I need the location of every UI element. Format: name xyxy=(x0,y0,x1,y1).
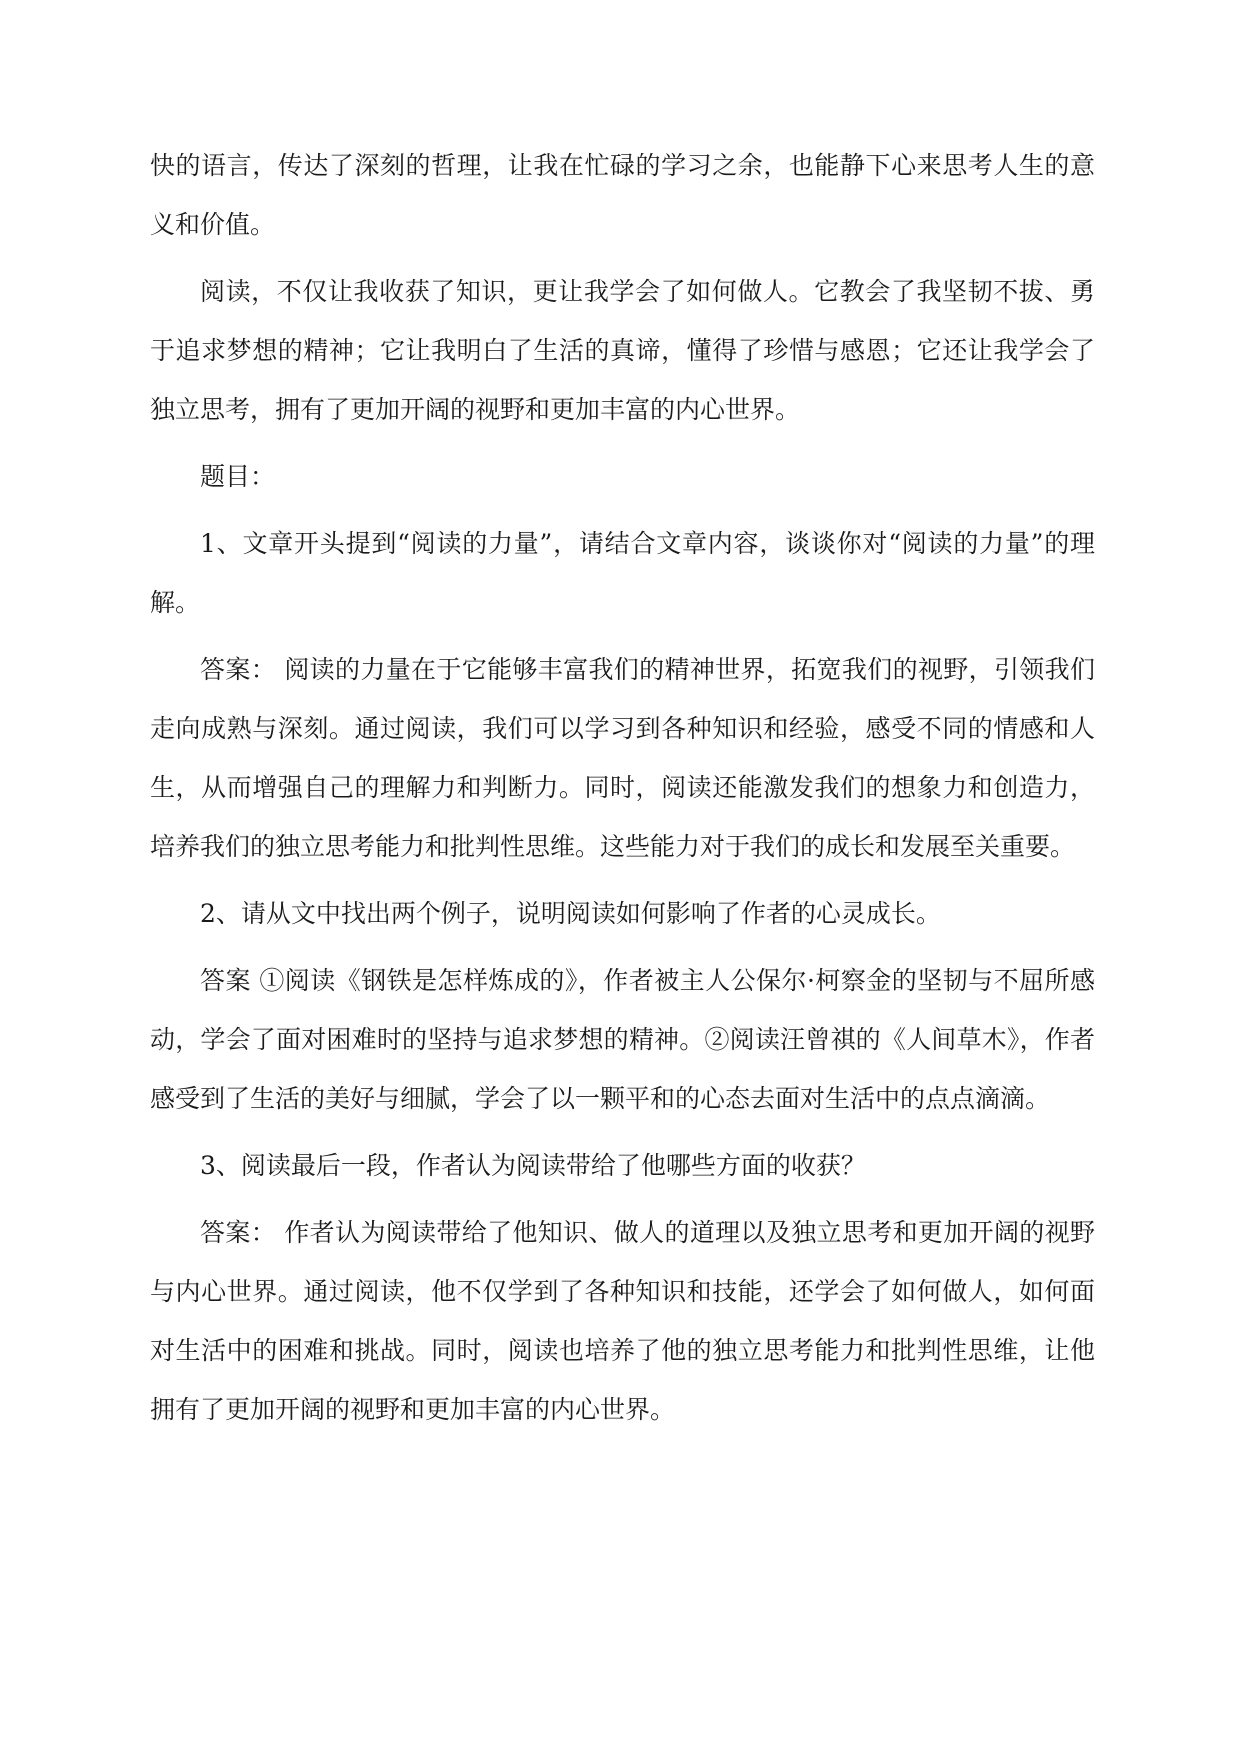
question-2: 2、请从文中找出两个例子，说明阅读如何影响了作者的心灵成长。 xyxy=(200,899,941,928)
question-3: 3、阅读最后一段，作者认为阅读带给了他哪些方面的收获？ xyxy=(200,1151,866,1180)
paragraph-continuation: 快的语言，传达了深刻的哲理，让我在忙碌的学习之余，也能静下心来思考人生的意义和价值。 xyxy=(150,151,1095,239)
question-1: 1、文章开头提到“阅读的力量”，请结合文章内容，谈谈你对“阅读的力量”的理解。 xyxy=(150,529,1095,617)
answer-1: 答案： 阅读的力量在于它能够丰富我们的精神世界，拓宽我们的视野，引领我们走向成熟与深刻。通过阅读，我们可以学习到各种知识和经验，感受不同的情感和人生，从而增强自己的理解力和判断力。同时，阅读还能激发我们的想象力和创造力，培养我们的独立思考能力和批判性思维。这些能力对于我们的成长和发展至关重要。 xyxy=(150,655,1095,861)
paragraph-reading-gains: 阅读，不仅让我收获了知识，更让我学会了如何做人。它教会了我坚韧不拔、勇于追求梦想的精神；它让我明白了生活的真谛，懂得了珍惜与感恩；它还让我学会了独立思考，拥有了更加开阔的视野和更加丰富的内心世界。 xyxy=(150,277,1095,424)
document-body xyxy=(150,136,1095,1447)
questions-heading: 题目： xyxy=(200,462,276,491)
answer-2: 答案 ①阅读《钢铁是怎样炼成的》，作者被主人公保尔·柯察金的坚韧与不屈所感动，学会了面对困难时的坚持与追求梦想的精神。②阅读汪曾祺的《人间草木》，作者感受到了生活的美好与细腻，学会了以一颗平和的心态去面对生活中的点点滴滴。 xyxy=(150,966,1095,1113)
answer-3: 答案： 作者认为阅读带给了他知识、做人的道理以及独立思考和更加开阔的视野与内心世界。通过阅读，他不仅学到了各种知识和技能，还学会了如何做人，如何面对生活中的困难和挑战。同时，阅读也培养了他的独立思考能力和批判性思维，让他拥有了更加开阔的视野和更加丰富的内心世界。 xyxy=(150,1218,1095,1424)
